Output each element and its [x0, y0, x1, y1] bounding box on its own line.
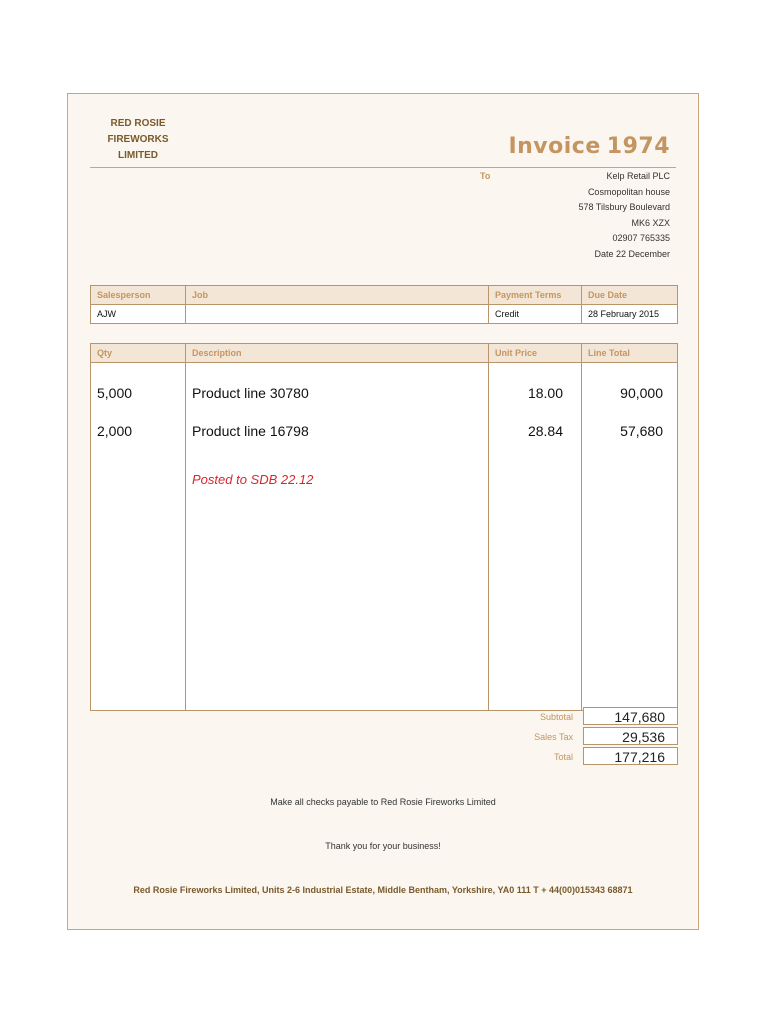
salesperson-cell: AJW	[91, 305, 186, 324]
qty-cell: 5,000	[91, 363, 186, 424]
line-total-cell	[582, 471, 678, 711]
info-table	[90, 285, 678, 324]
due-date-cell: 28 February 2015	[582, 305, 678, 324]
invoice-number: 1974	[606, 134, 670, 159]
info-row	[91, 305, 678, 324]
qty-cell: 2,000	[91, 423, 186, 471]
posted-note: Posted to SDB 22.12	[192, 472, 314, 487]
table-row	[91, 423, 678, 471]
items-header-row	[91, 344, 678, 363]
tax-label: Sales Tax	[534, 732, 573, 742]
company-name	[96, 116, 180, 164]
line-total-cell: 90,000	[582, 363, 678, 424]
company-name-line: FIREWORKS	[107, 134, 169, 145]
unit-price-cell	[489, 471, 582, 711]
company-footer: Red Rosie Fireworks Limited, Units 2-6 Industrial Estate, Middle Bentham, Yorkshire, YA0 111 T + 44(00)015343 68871	[133, 885, 633, 895]
job-cell	[186, 305, 489, 324]
unit-price-header: Unit Price	[489, 344, 582, 363]
total-label: Total	[553, 752, 573, 762]
unit-price-cell: 18.00	[489, 363, 582, 424]
job-header: Job	[186, 286, 489, 305]
invoice-page	[67, 93, 699, 930]
unit-price-cell: 28.84	[489, 423, 582, 471]
info-header-row	[91, 286, 678, 305]
salesperson-header: Salesperson	[91, 286, 186, 305]
invoice-date: Date 22 December	[594, 248, 670, 259]
qty-header: Qty	[91, 344, 186, 363]
description-cell: Product line 30780	[186, 363, 489, 424]
payment-terms-cell: Credit	[489, 305, 582, 324]
description-header: Description	[186, 344, 489, 363]
payable-note: Make all checks payable to Red Rosie Fireworks Limited	[270, 797, 496, 807]
items-table	[90, 343, 678, 711]
payment-terms-header: Payment Terms	[489, 286, 582, 305]
recipient-address	[578, 169, 670, 262]
total-value: 177,216	[583, 747, 678, 765]
company-name-line: LIMITED	[118, 150, 158, 161]
postcode: MK6 XZX	[631, 217, 670, 228]
description-cell	[186, 471, 489, 711]
address-line: 578 Tilsbury Boulevard	[578, 202, 670, 212]
line-total-cell: 57,680	[582, 423, 678, 471]
line-total-header: Line Total	[582, 344, 678, 363]
company-name-line: RED ROSIE	[110, 118, 166, 129]
subtotal-label: Subtotal	[539, 712, 573, 722]
due-date-header: Due Date	[582, 286, 678, 305]
address-line: Cosmopolitan house	[587, 186, 670, 197]
notes-row	[91, 471, 678, 711]
thank-you-note: Thank you for your business!	[325, 841, 441, 851]
recipient-name: Kelp Retail PLC	[606, 171, 670, 181]
tax-value: 29,536	[583, 727, 678, 745]
invoice-title	[502, 134, 670, 159]
subtotal-value: 147,680	[583, 707, 678, 725]
invoice-label: Invoice	[508, 134, 601, 159]
phone: 02907 765335	[612, 233, 670, 243]
table-row	[91, 363, 678, 424]
header-divider	[90, 167, 676, 168]
description-cell: Product line 16798	[186, 423, 489, 471]
qty-cell	[91, 471, 186, 711]
to-label: To	[480, 171, 491, 181]
